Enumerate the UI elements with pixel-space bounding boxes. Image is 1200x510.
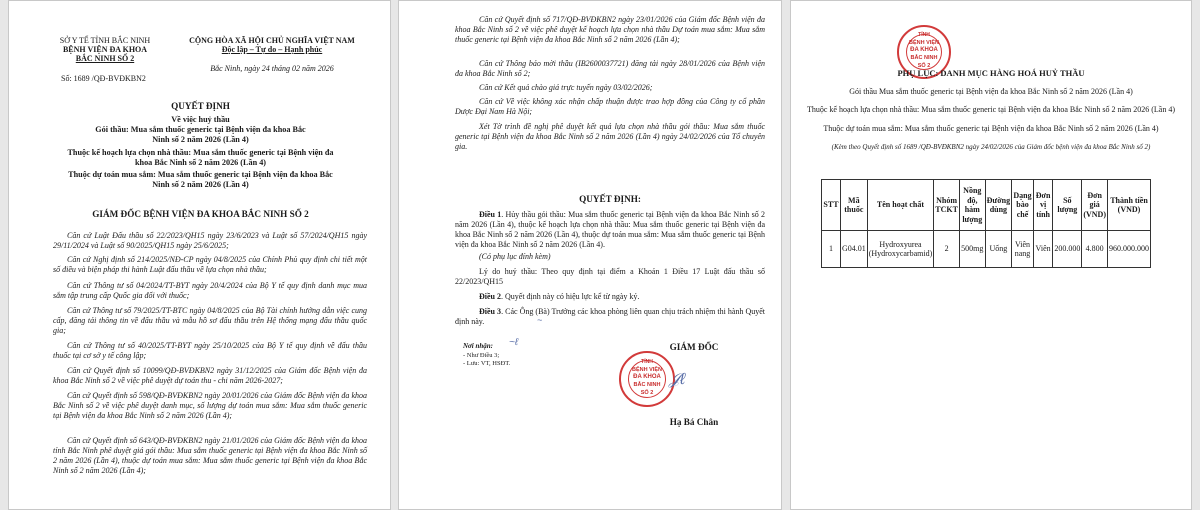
org-name-2: BỆNH VIỆN ĐA KHOA <box>62 45 148 54</box>
column-header: STT <box>822 180 841 231</box>
table-cell: G04.01 <box>840 231 867 268</box>
seal-text: ĐA KHOA <box>633 374 661 380</box>
appendix-title: PHỤ LỤC: DANH MỤC HÀNG HOÁ HUỶ THẦU <box>897 68 1085 78</box>
table-cell: 960.000.000 <box>1107 231 1150 268</box>
column-header: Nhóm TCKT <box>934 180 960 231</box>
title-line: Thuộc kế hoạch lựa chọn nhà thầu: Mua sắm thuốc generic tại Bệnh viện đa <box>67 148 334 157</box>
seal-text: BỆNH VIỆN <box>632 367 662 373</box>
article-3-label: Điều 3 <box>479 307 502 316</box>
seal-text: SỐ 2 <box>640 390 654 396</box>
org-name-3: BẮC NINH SỐ 2 <box>75 54 135 63</box>
column-header: Đơn giá (VND) <box>1082 180 1108 231</box>
doc-type-heading: QUYẾT ĐỊNH <box>171 101 230 111</box>
initial-signature-mark: ~ <box>537 315 543 325</box>
recipient-item: - Như Điều 3; <box>463 352 500 359</box>
legal-basis-paragraph: Căn cứ Quyết định số 598/QĐ-BVĐKBN2 ngày 20/01/2026 của Giám đốc Bệnh viện đa khoa Bắc Ninh số 2 về việc phê duyệt danh mục, số lượng dự toán mua sắm: Mua sắm thuốc generic tại Bệnh viện đa khoa Bắc Ninh số 2 năm 2026 (Lần 4); <box>53 391 367 420</box>
article-1 <box>455 210 765 250</box>
legal-basis-paragraph: Căn cứ Quyết định số 717/QĐ-BVĐKBN2 ngày 23/01/2026 của Giám đốc Bệnh viện đa khoa Bắc Ninh số 2 về việc phê duyệt kế hoạch lựa chọn nhà thầu Dự toán mua sắm: Mua sắm thuốc generic tại Bệnh viện đa khoa Bắc Ninh số 2 năm 2026 (Lần 4); <box>455 15 765 44</box>
title-line: Ninh số 2 năm 2026 (Lần 4) <box>152 135 249 144</box>
document-page-2 <box>398 0 782 510</box>
legal-basis-paragraph: Căn cứ Quyết định số 643/QĐ-BVĐKBN2 ngày 21/01/2026 của Giám đốc Bệnh viện đa khoa tỉnh Bắc Ninh phê duyệt giá gói thầu: Mua sắm thuốc generic tại Bệnh viện đa khoa Bắc Ninh số 2 năm 2026 (Lần 4), thuộc dự toán mua sắm: Mua sắm thuốc generic tại Bệnh viện đa khoa Bắc Ninh số 2 năm 2026 (Lần 4); <box>53 436 367 475</box>
table-cell: Hydroxyurea (Hydroxycarbamid) <box>867 231 934 268</box>
table-cell: 1 <box>822 231 841 268</box>
place-date: Bắc Ninh, ngày 24 tháng 02 năm 2026 <box>210 64 334 73</box>
column-header: Số lượng <box>1053 180 1082 231</box>
title-line: Gói thầu: Mua sắm thuốc generic tại Bệnh viện đa khoa Bắc <box>95 125 306 134</box>
seal-text: ĐA KHOA <box>910 47 938 53</box>
org-name-1: SỞ Y TẾ TỈNH BẮC NINH <box>59 36 151 45</box>
title-line: Thuộc dự toán mua sắm: Mua sắm thuốc generic tại Bệnh viện đa khoa Bắc <box>68 170 333 179</box>
document-number: Số: 1689 /QĐ-BVĐKBN2 <box>61 74 146 83</box>
document-page-1 <box>8 0 391 510</box>
legal-basis-paragraph: Căn cứ Về việc không xác nhận chấp thuận được trao hợp đồng của Công ty cổ phần Dược Đại Nam Hà Nội; <box>455 97 765 116</box>
seal-text: BỆNH VIỆN <box>909 40 939 46</box>
title-line: khoa Bắc Ninh số 2 năm 2026 (Lần 4) <box>134 158 267 167</box>
cancel-reason: Lý do huỷ thầu: Theo quy định tại điểm a Khoản 1 Điều 17 Luật đấu thầu số 22/2023/QH15 <box>455 267 765 286</box>
table-header-row <box>822 180 1151 231</box>
recipients-label: Nơi nhận: <box>463 342 494 350</box>
table-cell: 500mg <box>959 231 985 268</box>
column-header: Đơn vị tính <box>1033 180 1052 231</box>
article-1-label: Điều 1 <box>479 210 502 219</box>
review-paragraph: Xét Tờ trình đề nghị phê duyệt kết quả lựa chọn nhà thầu gói thầu: Mua sắm thuốc generic tại Bệnh viện đa khoa Bắc Ninh số 2 năm 2026 (Lần 4) ngày 24/02/2026 của Tổ chuyên gia. <box>455 122 765 151</box>
recipient-signature-mark: ~ℓ <box>509 337 519 348</box>
appendix-note: (Kèm theo Quyết định số 1689 /QĐ-BVĐKBN2 ngày 24/02/2026 của Giám đốc bệnh viện đa khoa Bắc Ninh số 2) <box>831 143 1151 151</box>
column-header: Đường dùng <box>985 180 1011 231</box>
appendix-line: Thuộc kế hoạch lựa chọn nhà thầu: Mua sắm thuốc generic tại Bệnh viện đa khoa Bắc Ninh số 2 năm 2026 (Lần 4) <box>806 105 1175 114</box>
table-cell: 4.800 <box>1082 231 1108 268</box>
legal-basis-paragraph: Căn cứ Quyết định số 10099/QĐ-BVĐKBN2 ngày 31/12/2025 của Giám đốc Bệnh viện đa khoa Bắc Ninh số 2 về việc phê duyệt dự toán thu - chi năm 2026-2027; <box>53 366 367 385</box>
column-header: Dạng bào chế <box>1012 180 1034 231</box>
seal-text: TỈNH <box>918 32 930 38</box>
column-header: Thành tiền (VND) <box>1107 180 1150 231</box>
table-cell: Viên <box>1033 231 1052 268</box>
article-2-label: Điều 2 <box>479 292 501 301</box>
table-row <box>822 231 1151 268</box>
legal-basis-paragraph: Căn cứ Luật Đấu thầu số 22/2023/QH15 ngày 23/6/2023 và Luật số 57/2024/QH15 ngày 29/11/2024 và Luật số 90/2025/QH15 ngày 25/6/2025; <box>53 231 367 250</box>
column-header: Nồng độ, hàm lượng <box>959 180 985 231</box>
document-page-3 <box>790 0 1192 510</box>
seal-text: BẮC NINH <box>910 55 938 61</box>
article-2 <box>455 292 765 302</box>
legal-basis-paragraph: Căn cứ Thông tư số 40/2025/TT-BYT ngày 25/10/2025 của Bộ Y tế quy định về đấu thầu thuốc tại cơ sở y tế công lập; <box>53 341 367 360</box>
seal-text: TỈNH <box>641 359 653 365</box>
appendix-note: (Có phụ lục đính kèm) <box>479 252 551 261</box>
decide-heading: QUYẾT ĐỊNH: <box>579 194 641 204</box>
article-3 <box>455 307 765 327</box>
motto: Độc lập – Tự do – Hạnh phúc <box>221 45 323 54</box>
signer-name: Hạ Bá Chân <box>669 417 719 427</box>
column-header: Tên hoạt chất <box>867 180 934 231</box>
appendix-line: Gói thầu Mua sắm thuốc generic tại Bệnh viện đa khoa Bắc Ninh số 2 năm 2026 (Lần 4) <box>849 87 1133 96</box>
title-line: Về việc huỷ thầu <box>171 115 230 124</box>
director-heading: GIÁM ĐỐC BỆNH VIỆN ĐA KHOA BẮC NINH SỐ 2 <box>92 209 309 219</box>
table-cell: 2 <box>934 231 960 268</box>
table-cell: 200.000 <box>1053 231 1082 268</box>
cancelled-items-table <box>821 179 1151 268</box>
title-line: Ninh số 2 năm 2026 (Lần 4) <box>152 180 249 189</box>
legal-basis-paragraph: Căn cứ Thông tư số 04/2024/TT-BYT ngày 20/4/2024 của Bộ Y tế quy định danh mục mua sắm tập trung cấp Quốc gia đối với thuốc; <box>53 281 367 300</box>
legal-basis-paragraph: Căn cứ Kết quả chào giá trực tuyến ngày 03/02/2026; <box>479 83 653 92</box>
table-cell: Viên nang <box>1012 231 1034 268</box>
director-signature: 𝒥ℓ <box>669 371 686 388</box>
legal-basis-paragraph: Căn cứ Nghị định số 214/2025/NĐ-CP ngày 04/8/2025 của Chính Phủ quy định chi tiết một số điều và biện pháp thi hành Luật đấu thầu về lựa chọn nhà thầu; <box>53 255 367 274</box>
signer-title: GIÁM ĐỐC <box>669 342 719 352</box>
nation-header: CỘNG HÒA XÃ HỘI CHỦ NGHĨA VIỆT NAM <box>189 36 355 45</box>
official-seal <box>619 351 675 407</box>
seal-text: BẮC NINH <box>633 382 661 388</box>
table-cell: Uống <box>985 231 1011 268</box>
article-3-text: . Các Ông (Bà) Trưởng các khoa phòng liên quan chịu trách nhiệm thi hành Quyết định này. <box>455 307 765 326</box>
article-2-text: . Quyết định này có hiệu lực kể từ ngày ký. <box>501 292 640 301</box>
seal-text: SỐ 2 <box>917 63 931 69</box>
recipient-item: - Lưu: VT, HSĐT. <box>463 360 511 367</box>
article-1-text: . Hủy thầu gói thầu: Mua sắm thuốc generic tại Bệnh viện đa khoa Bắc Ninh số 2 năm 2026 (Lần 4), thuộc kế hoạch lựa chọn nhà thầu: Mua sắm thuốc generic tại Bệnh viện đa khoa Bắc Ninh số 2 năm 2026 (Lần 4), thuộc dự toán mua sắm: Mua sắm thuốc generic tại Bệnh viện đa khoa Bắc Ninh số 2 năm 2026 (Lần 4). <box>455 210 765 249</box>
column-header: Mã thuốc <box>840 180 867 231</box>
appendix-line: Thuộc dự toán mua sắm: Mua sắm thuốc generic tại Bệnh viện đa khoa Bắc Ninh số 2 năm 2026 (Lần 4) <box>823 124 1159 133</box>
legal-basis-paragraph: Căn cứ Thông báo mời thầu (IB2600037721) đăng tải ngày 28/01/2026 của Bệnh viện đa khoa Bắc Ninh số 2; <box>455 59 765 78</box>
legal-basis-paragraph: Căn cứ Thông tư số 79/2025/TT-BTC ngày 04/8/2025 của Bộ Tài chính hướng dẫn việc cung cấp, đăng tải thông tin về đấu thầu và mẫu hồ sơ đấu thầu trên Hệ thống mạng đấu thầu quốc gia; <box>53 306 367 335</box>
